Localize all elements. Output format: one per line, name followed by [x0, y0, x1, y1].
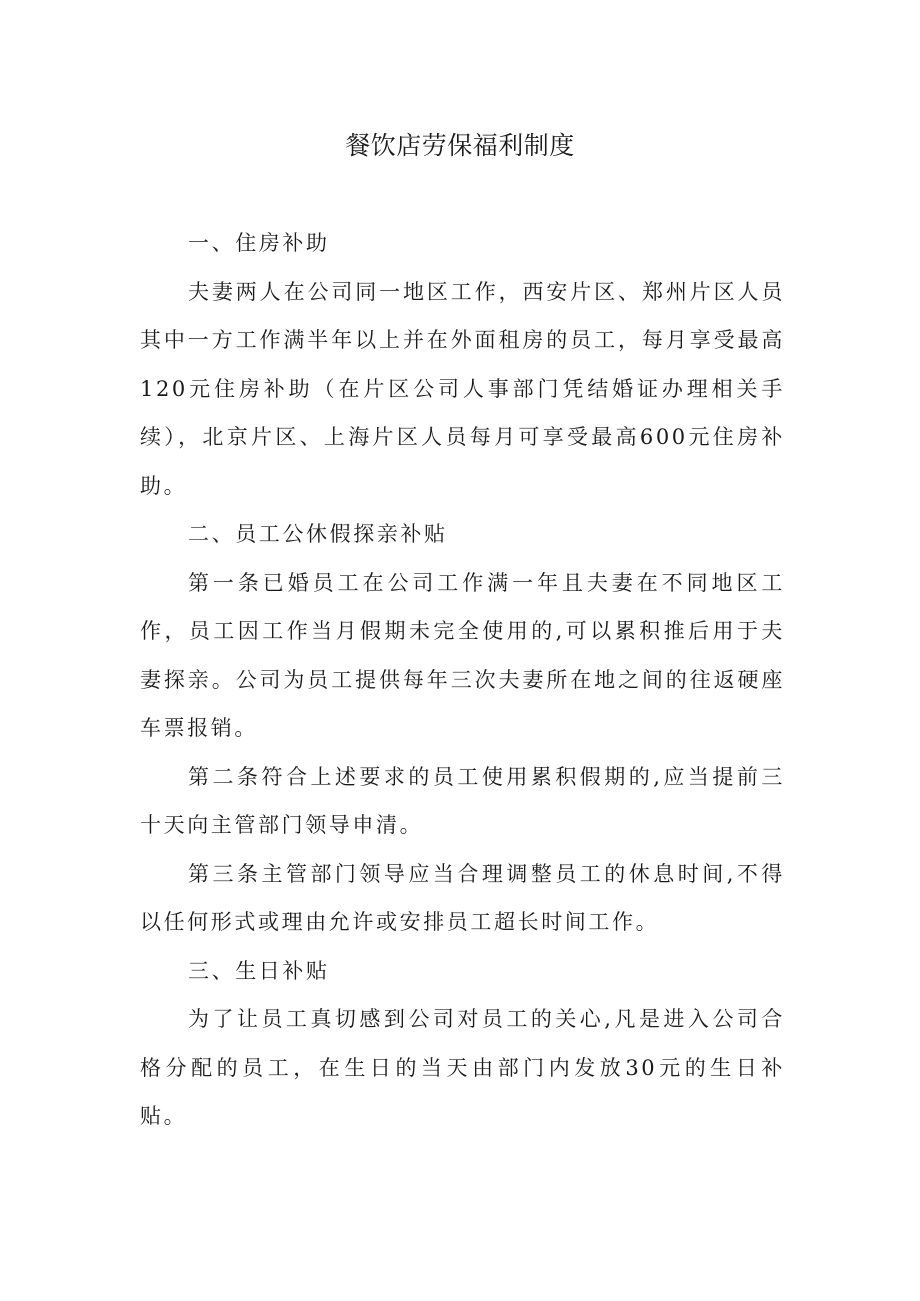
paragraph-article-1: 第一条已婚员工在公司工作满一年且夫妻在不同地区工作，员工因工作当月假期未完全使用的,可以累积推后用于夫妻探亲。公司为员工提供每年三次夫妻所在地之间的往返硬座车票报销。 — [140, 570, 785, 740]
document-title: 餐饮店劳保福利制度 — [345, 131, 575, 160]
paragraph-birthday-subsidy: 为了让员工真切感到公司对员工的关心,凡是进入公司合格分配的员工，在生日的当天由部门内发放30元的生日补贴。 — [140, 1007, 785, 1128]
paragraph-article-3: 第三条主管部门领导应当合理调整员工的休息时间,不得以任何形式或理由允许或安排员工超长时间工作。 — [140, 861, 785, 934]
section-heading-family-visit: 二、员工公休假探亲补贴 — [188, 522, 448, 546]
section-heading-birthday: 三、生日补贴 — [188, 958, 330, 983]
paragraph-housing-subsidy: 夫妻两人在公司同一地区工作，西安片区、郑州片区人员其中一方工作满半年以上并在外面租房的员工，每月享受最高120元住房补助（在片区公司人事部门凭结婚证办理相关手续），北京片区、上海片区人员每月可享受最高600元住房补助。 — [140, 279, 785, 498]
document-body — [140, 219, 785, 1141]
paragraph-article-2: 第二条符合上述要求的员工使用累积假期的,应当提前三十天向主管部门领导申清。 — [140, 764, 785, 837]
section-heading-housing: 一、住房补助 — [188, 231, 330, 255]
